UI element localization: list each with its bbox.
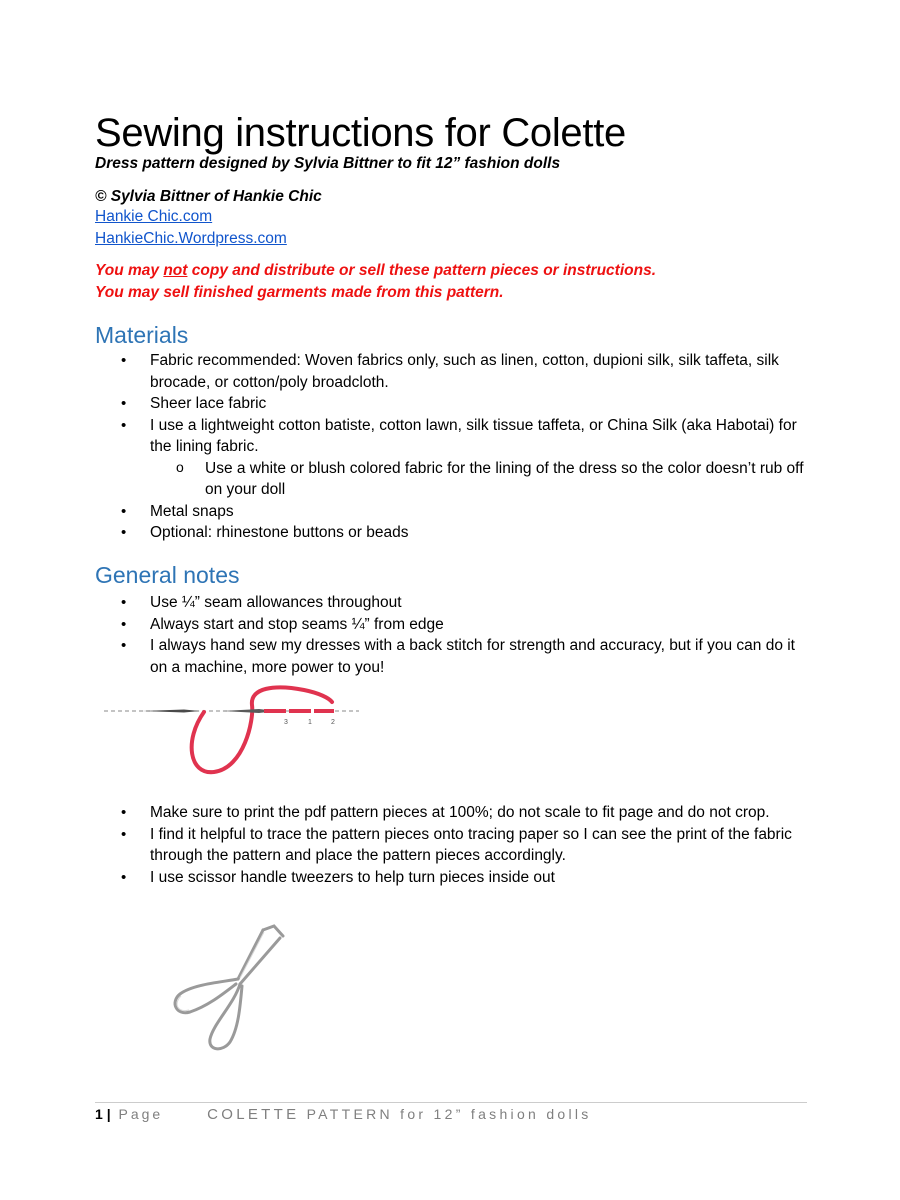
- link-hankie-chic[interactable]: Hankie Chic.com: [95, 208, 213, 225]
- list-item: • Fabric recommended: Woven fabrics only, such as linen, cotton, dupioni silk, silk taffeta, silk brocade, or cotton/poly broadcloth.: [0, 350, 810, 393]
- footer-title-rest: PATTERN for 12” fashion dolls: [306, 1106, 592, 1122]
- page-title: Sewing instructions for Colette: [95, 111, 626, 155]
- back-stitch-illustration: [104, 680, 364, 780]
- scissor-handle-tweezers-illustration: [168, 924, 298, 1059]
- materials-list: [0, 350, 900, 544]
- list-item: • I always hand sew my dresses with a back stitch for strength and accuracy, but if you can do it on a machine, more power to you!: [0, 635, 810, 678]
- general-notes-list-bottom: [0, 802, 900, 888]
- stitch-segment: [289, 709, 311, 713]
- thread-icon: [192, 687, 332, 772]
- sub-list-item: o Use a white or blush colored fabric for the lining of the dress so the color doesn’t rub off on your doll: [0, 458, 810, 501]
- list-item: • Make sure to print the pdf pattern pieces at 100%; do not scale to fit page and do not crop.: [0, 802, 810, 824]
- list-item: • Optional: rhinestone buttons or beads: [0, 522, 810, 544]
- materials-heading: Materials: [95, 322, 189, 348]
- page-footer: [95, 1106, 592, 1123]
- page-label: Page: [118, 1106, 164, 1122]
- list-item: • I use scissor handle tweezers to help turn pieces inside out: [0, 867, 810, 889]
- list-item: • Always start and stop seams ¼” from edge: [0, 614, 810, 636]
- list-item: • Sheer lace fabric: [0, 393, 810, 415]
- warning-text-post: copy and distribute or sell these pattern pieces or instructions.: [187, 262, 657, 279]
- link-hankiechic-wordpress[interactable]: HankieChic.Wordpress.com: [95, 230, 287, 247]
- footer-divider: [95, 1102, 807, 1103]
- tweezer-tip-icon: [263, 926, 283, 936]
- list-item: • Metal snaps: [0, 501, 810, 523]
- stitch-label-3: 3: [284, 719, 288, 726]
- footer-title-caps: COLETTE: [207, 1106, 300, 1123]
- list-item: • I find it helpful to trace the pattern pieces onto tracing paper so I can see the print of the fabric through the pattern and place the pattern pieces accordingly.: [0, 824, 810, 867]
- general-notes-heading: General notes: [95, 562, 240, 588]
- stitch-segment: [314, 709, 334, 713]
- warning-text-pre: You may: [95, 262, 164, 279]
- tweezer-handle-icon: [210, 984, 242, 1049]
- copyright-warning-line-1: [95, 262, 656, 280]
- stitch-segment: [264, 709, 286, 713]
- page-separator: |: [106, 1106, 111, 1122]
- stitch-label-1: 1: [308, 719, 312, 726]
- warning-text-emphasis: not: [163, 262, 188, 279]
- page-number: 1: [95, 1106, 103, 1122]
- copyright-notice: © Sylvia Bittner of Hankie Chic: [95, 188, 322, 205]
- list-item: • I use a lightweight cotton batiste, cotton lawn, silk tissue taffeta, or China Silk (aka Habotai) for the lining fabric.: [0, 415, 810, 458]
- stitch-label-2: 2: [331, 719, 335, 726]
- general-notes-list-top: [0, 592, 900, 678]
- footer-document-title: [207, 1106, 592, 1122]
- page-subtitle: Dress pattern designed by Sylvia Bittner to fit 12” fashion dolls: [95, 155, 561, 172]
- list-item: • Use ¼” seam allowances throughout: [0, 592, 810, 614]
- copyright-warning-line-2: You may sell finished garments made from this pattern.: [95, 284, 504, 301]
- needle-tip-icon: [142, 710, 200, 713]
